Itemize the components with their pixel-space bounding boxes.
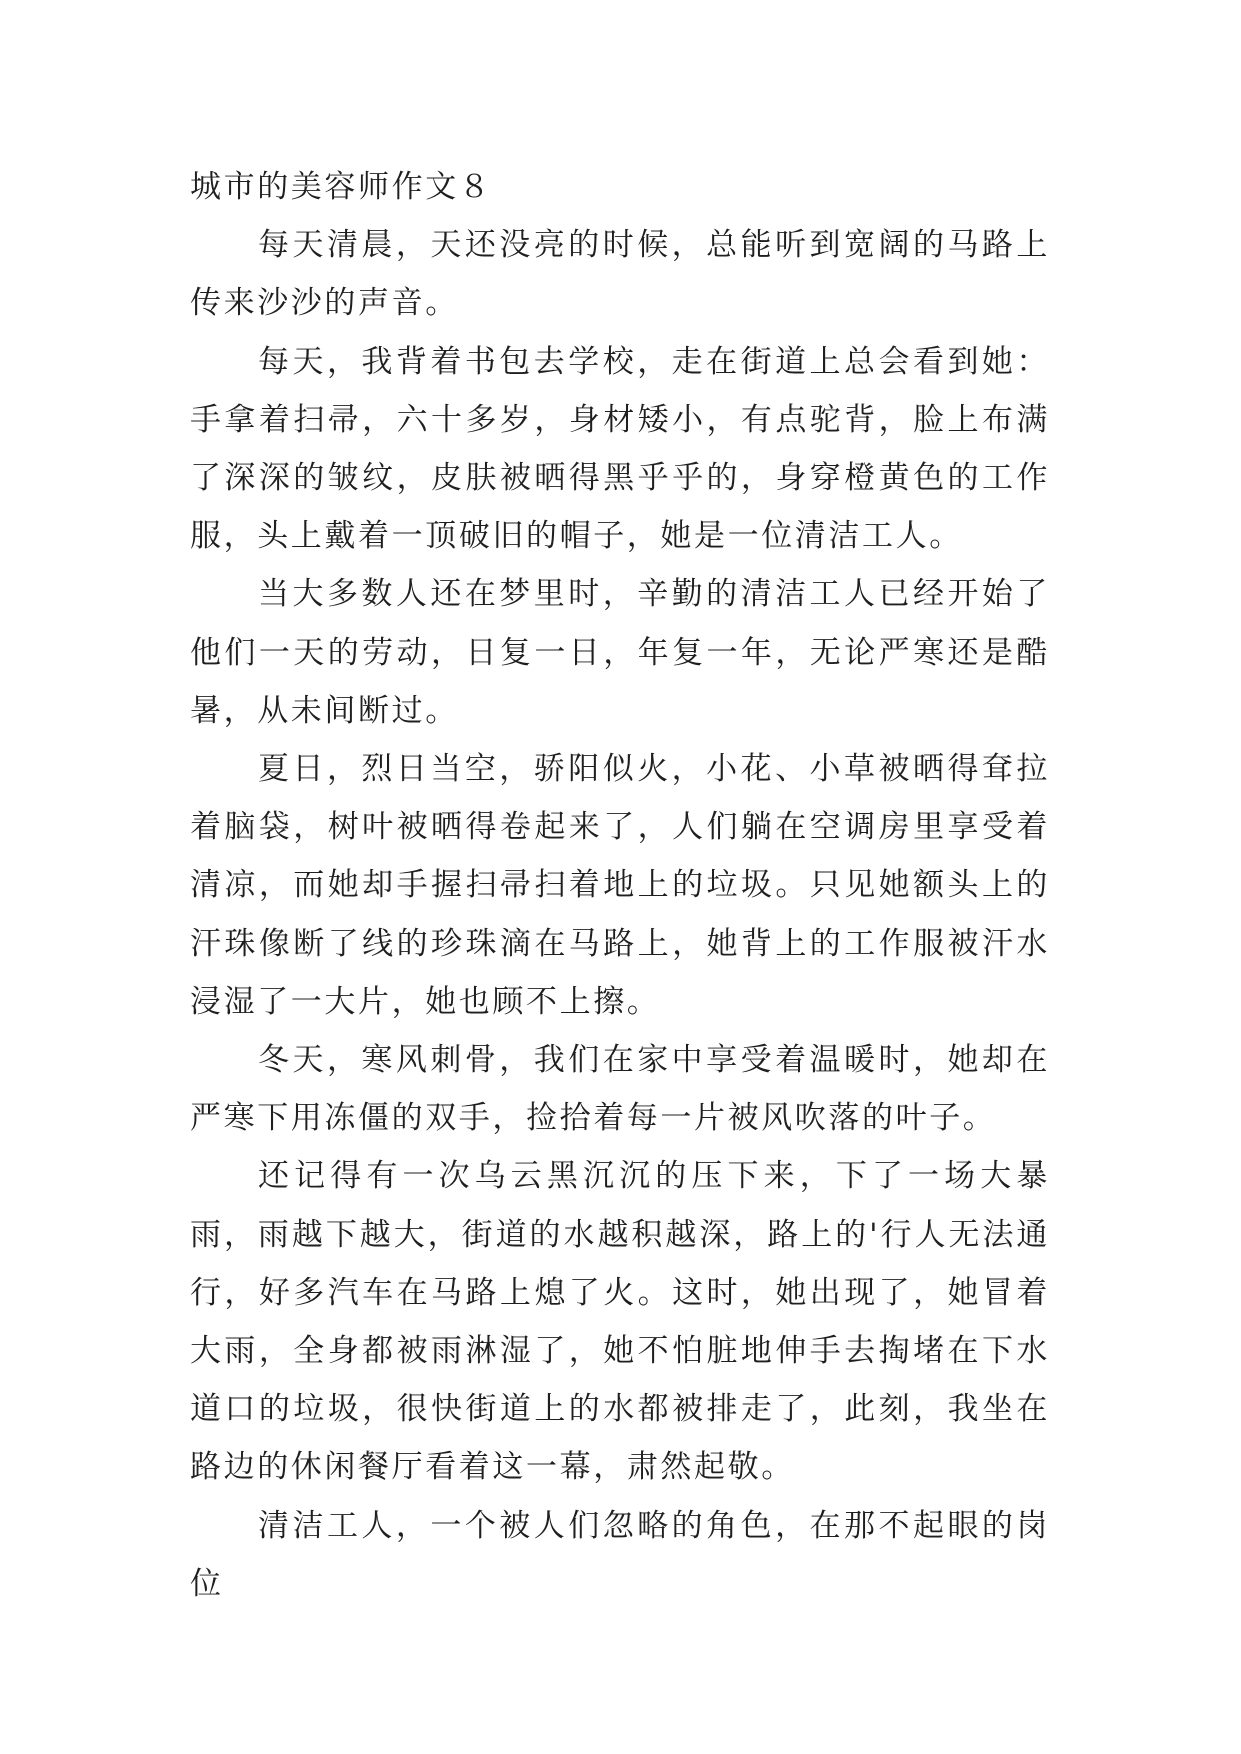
paragraph: 还记得有一次乌云黑沉沉的压下来，下了一场大暴雨，雨越下越大，街道的水越积越深，路上的'行人无法通行，好多汽车在马路上熄了火。这时，她出现了，她冒着大雨，全身都被雨淋湿了，她不怕脏地伸手去掏堵在下水道口的垃圾，很快街道上的水都被排走了，此刻，我坐在路边的休闲餐厅看着这一幕，肃然起敬。 <box>190 1158 1050 1486</box>
paragraph: 每天，我背着书包去学校，走在街道上总会看到她：手拿着扫帚，六十多岁，身材矮小，有点驼背，脸上布满了深深的皱纹，皮肤被晒得黑乎乎的，身穿橙黄色的工作服，头上戴着一顶破旧的帽子，她是一位清洁工人。 <box>190 343 1050 555</box>
paragraph: 夏日，烈日当空，骄阳似火，小花、小草被晒得耷拉着脑袋，树叶被晒得卷起来了，人们躺在空调房里享受着清凉，而她却手握扫帚扫着地上的垃圾。只见她额头上的汗珠像断了线的珍珠滴在马路上，她背上的工作服被汗水浸湿了一大片，她也顾不上擦。 <box>190 751 1050 1020</box>
paragraph: 当大多数人还在梦里时，辛勤的清洁工人已经开始了他们一天的劳动，日复一日，年复一年，无论严寒还是酷暑，从未间断过。 <box>190 576 1050 729</box>
document-title: 城市的美容师作文８ <box>190 169 493 205</box>
paragraph: 冬天，寒风刺骨，我们在家中享受着温暖时，她却在严寒下用冻僵的双手，捡拾着每一片被风吹落的叶子。 <box>190 1042 1050 1137</box>
paragraph: 清洁工人，一个被人们忽略的角色，在那不起眼的岗位 <box>190 1507 1050 1602</box>
document-body <box>190 158 1050 1613</box>
paragraph: 每天清晨，天还没亮的时候，总能听到宽阔的马路上传来沙沙的声音。 <box>190 227 1050 322</box>
